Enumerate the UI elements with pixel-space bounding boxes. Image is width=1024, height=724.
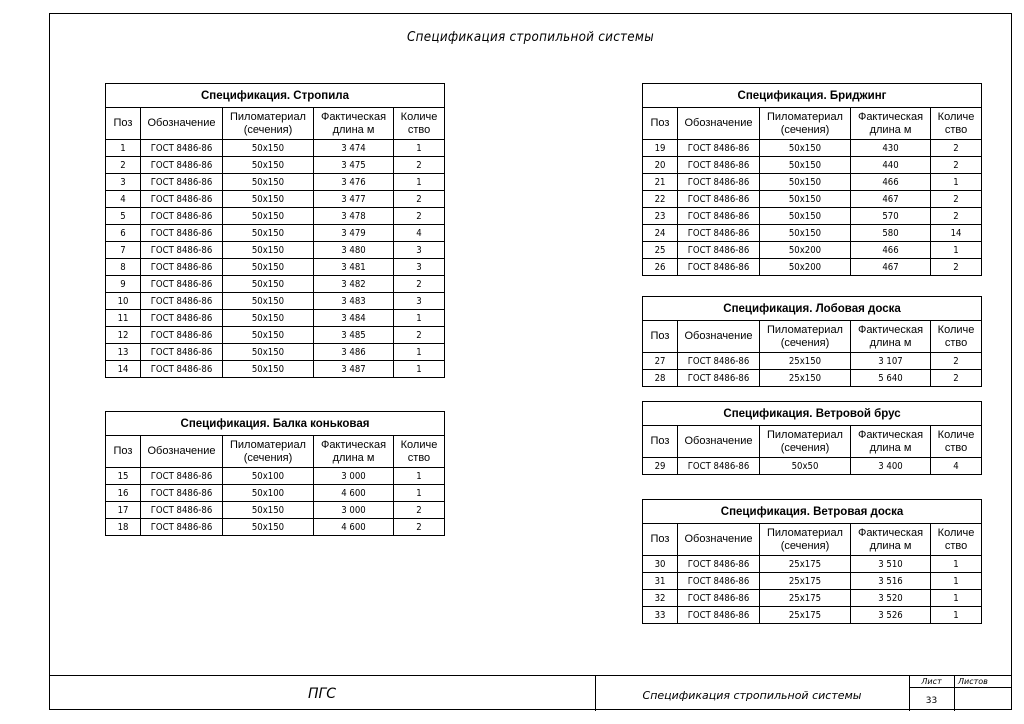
column-header: Обозначение	[141, 436, 223, 468]
table-row	[643, 607, 982, 624]
table-cell: 3 475	[314, 157, 394, 174]
table-cell: 8	[106, 259, 141, 276]
table-cell: 14	[931, 225, 982, 242]
table-row	[106, 225, 445, 242]
table-cell: 1	[394, 310, 445, 327]
table-cell: 50х150	[223, 344, 314, 361]
table-cell: 3 474	[314, 140, 394, 157]
table-cell: 3 487	[314, 361, 394, 378]
table-cell: 13	[106, 344, 141, 361]
table-cell: 6	[106, 225, 141, 242]
table-row	[106, 502, 445, 519]
column-header: Количе ство	[931, 321, 982, 353]
column-header: Количе ство	[394, 436, 445, 468]
table-cell: 22	[643, 191, 678, 208]
table-cell: 1	[394, 361, 445, 378]
column-header: Фактическая длина м	[851, 108, 931, 140]
table-cell: 9	[106, 276, 141, 293]
table-row	[643, 573, 982, 590]
table-row	[106, 191, 445, 208]
column-header: Пиломатериал (сечения)	[760, 108, 851, 140]
table-cell: 11	[106, 310, 141, 327]
table-cell: ГОСТ 8486-86	[141, 140, 223, 157]
table-cell: ГОСТ 8486-86	[141, 208, 223, 225]
table-cell: 50х150	[223, 502, 314, 519]
table-row	[643, 208, 982, 225]
table-cell: 2	[106, 157, 141, 174]
table-cell: 1	[931, 556, 982, 573]
table-cell: ГОСТ 8486-86	[678, 458, 760, 475]
column-header: Количе ство	[931, 426, 982, 458]
table-cell: 14	[106, 361, 141, 378]
table-cell: 27	[643, 353, 678, 370]
table-cell: ГОСТ 8486-86	[678, 140, 760, 157]
table-row	[643, 556, 982, 573]
column-header: Пиломатериал (сечения)	[760, 524, 851, 556]
table-row	[643, 259, 982, 276]
table-cell: 50х150	[223, 191, 314, 208]
table-cell: 21	[643, 174, 678, 191]
column-header: Поз	[106, 436, 141, 468]
table-cell: 28	[643, 370, 678, 387]
table-cell: 440	[851, 157, 931, 174]
table-row	[643, 191, 982, 208]
table-cell: 2	[394, 519, 445, 536]
table-cell: ГОСТ 8486-86	[141, 327, 223, 344]
table-cell: 1	[394, 344, 445, 361]
table-cell: 4	[931, 458, 982, 475]
table-row	[106, 327, 445, 344]
table-cell: 3 000	[314, 468, 394, 485]
table-cell: 2	[931, 157, 982, 174]
spec-table	[642, 83, 982, 276]
column-header: Количе ство	[931, 108, 982, 140]
table-row	[106, 242, 445, 259]
table-cell: 50х150	[223, 293, 314, 310]
table-cell: 32	[643, 590, 678, 607]
column-header: Обозначение	[678, 321, 760, 353]
table-row	[106, 361, 445, 378]
spec-table	[642, 296, 982, 387]
table-cell: 50х150	[223, 208, 314, 225]
column-header: Фактическая длина м	[851, 426, 931, 458]
table-cell: 50х150	[760, 225, 851, 242]
table-cell: 5	[106, 208, 141, 225]
table-cell: 3	[394, 242, 445, 259]
table-cell: 25х150	[760, 353, 851, 370]
column-header: Количе ство	[931, 524, 982, 556]
table-row	[106, 519, 445, 536]
table-cell: 50х150	[223, 174, 314, 191]
table-cell: 50х150	[223, 361, 314, 378]
table-cell: 10	[106, 293, 141, 310]
column-header: Поз	[643, 524, 678, 556]
table-cell: 50х150	[760, 140, 851, 157]
table-cell: 24	[643, 225, 678, 242]
table-cell: 15	[106, 468, 141, 485]
table-cell: ГОСТ 8486-86	[678, 556, 760, 573]
table-cell: ГОСТ 8486-86	[141, 310, 223, 327]
table-cell: 2	[931, 208, 982, 225]
table-cell: 25х150	[760, 370, 851, 387]
table-cell: 2	[394, 502, 445, 519]
table-cell: 25х175	[760, 556, 851, 573]
table-cell: ГОСТ 8486-86	[141, 468, 223, 485]
table-cell: ГОСТ 8486-86	[678, 191, 760, 208]
page-title: Спецификация стропильной системы	[407, 30, 654, 45]
table-title: Спецификация. Ветровая доска	[643, 500, 982, 524]
project-code: ПГС	[307, 686, 337, 702]
table-cell: 19	[643, 140, 678, 157]
table-cell: 1	[931, 174, 982, 191]
table-cell: ГОСТ 8486-86	[141, 293, 223, 310]
column-header: Пиломатериал (сечения)	[760, 426, 851, 458]
table-cell: 1	[394, 485, 445, 502]
table-cell: 50х150	[223, 259, 314, 276]
table-row	[106, 310, 445, 327]
table-cell: 50х150	[223, 519, 314, 536]
column-header: Поз	[643, 108, 678, 140]
table-cell: 18	[106, 519, 141, 536]
table-cell: 17	[106, 502, 141, 519]
table-cell: 1	[931, 573, 982, 590]
table-cell: ГОСТ 8486-86	[678, 174, 760, 191]
table-cell: ГОСТ 8486-86	[678, 208, 760, 225]
table-cell: 29	[643, 458, 678, 475]
table-row	[106, 276, 445, 293]
table-cell: 2	[394, 157, 445, 174]
table-cell: 25х175	[760, 607, 851, 624]
title-block-divider	[909, 687, 1012, 688]
table-cell: 1	[394, 140, 445, 157]
table-cell: 467	[851, 191, 931, 208]
table-cell: 3	[106, 174, 141, 191]
table-cell: 20	[643, 157, 678, 174]
table-cell: ГОСТ 8486-86	[678, 353, 760, 370]
column-header: Обозначение	[678, 524, 760, 556]
table-cell: 1	[394, 468, 445, 485]
table-cell: 50х150	[223, 276, 314, 293]
spec-table	[642, 499, 982, 624]
table-cell: 1	[106, 140, 141, 157]
table-cell: 26	[643, 259, 678, 276]
table-cell: 5 640	[851, 370, 931, 387]
table-cell: 2	[931, 191, 982, 208]
table-cell: 2	[931, 140, 982, 157]
table-cell: ГОСТ 8486-86	[141, 344, 223, 361]
table-cell: 50х200	[760, 242, 851, 259]
table-cell: 2	[931, 370, 982, 387]
table-cell: 50х150	[223, 242, 314, 259]
table-cell: 2	[394, 208, 445, 225]
table-title: Спецификация. Ветровой брус	[643, 402, 982, 426]
table-row	[643, 242, 982, 259]
table-cell: 4 600	[314, 485, 394, 502]
table-cell: 50х150	[223, 327, 314, 344]
table-cell: 2	[394, 276, 445, 293]
table-cell: 50х150	[760, 174, 851, 191]
table-cell: ГОСТ 8486-86	[678, 157, 760, 174]
table-cell: 1	[931, 607, 982, 624]
table-cell: ГОСТ 8486-86	[678, 370, 760, 387]
table-cell: 467	[851, 259, 931, 276]
sheets-label: Листов	[958, 677, 988, 686]
table-row	[106, 485, 445, 502]
table-cell: ГОСТ 8486-86	[141, 259, 223, 276]
table-row	[106, 259, 445, 276]
column-header: Фактическая длина м	[851, 524, 931, 556]
column-header: Пиломатериал (сечения)	[223, 108, 314, 140]
column-header: Количе ство	[394, 108, 445, 140]
table-cell: 3 482	[314, 276, 394, 293]
table-cell: 3 107	[851, 353, 931, 370]
table-cell: ГОСТ 8486-86	[141, 174, 223, 191]
table-cell: 2	[394, 191, 445, 208]
table-cell: ГОСТ 8486-86	[678, 607, 760, 624]
table-cell: ГОСТ 8486-86	[141, 519, 223, 536]
table-cell: ГОСТ 8486-86	[141, 276, 223, 293]
table-cell: 50х50	[760, 458, 851, 475]
table-title: Спецификация. Балка коньковая	[106, 412, 445, 436]
table-cell: 1	[394, 174, 445, 191]
column-header: Поз	[643, 321, 678, 353]
table-cell: 25х175	[760, 590, 851, 607]
table-cell: 31	[643, 573, 678, 590]
table-cell: 25х175	[760, 573, 851, 590]
table-cell: 50х150	[760, 191, 851, 208]
table-row	[643, 590, 982, 607]
table-row	[643, 458, 982, 475]
table-cell: 3 510	[851, 556, 931, 573]
column-header: Фактическая длина м	[314, 436, 394, 468]
table-cell: 50х150	[223, 157, 314, 174]
table-cell: 23	[643, 208, 678, 225]
table-row	[643, 157, 982, 174]
table-cell: 3 480	[314, 242, 394, 259]
table-cell: 3 486	[314, 344, 394, 361]
table-cell: 7	[106, 242, 141, 259]
table-cell: 1	[931, 590, 982, 607]
table-cell: 3 516	[851, 573, 931, 590]
table-cell: ГОСТ 8486-86	[678, 590, 760, 607]
table-cell: ГОСТ 8486-86	[141, 225, 223, 242]
table-row	[106, 344, 445, 361]
table-cell: 12	[106, 327, 141, 344]
table-cell: ГОСТ 8486-86	[141, 361, 223, 378]
table-cell: 50х150	[223, 140, 314, 157]
column-header: Пиломатериал (сечения)	[760, 321, 851, 353]
table-row	[643, 353, 982, 370]
table-cell: ГОСТ 8486-86	[678, 242, 760, 259]
table-row	[106, 208, 445, 225]
spec-table	[642, 401, 982, 475]
table-cell: 4	[394, 225, 445, 242]
column-header: Поз	[643, 426, 678, 458]
table-title: Спецификация. Лобовая доска	[643, 297, 982, 321]
table-cell: 33	[643, 607, 678, 624]
title-block	[49, 675, 1012, 710]
table-cell: ГОСТ 8486-86	[678, 225, 760, 242]
table-cell: 3 476	[314, 174, 394, 191]
table-cell: 3 400	[851, 458, 931, 475]
column-header: Обозначение	[678, 426, 760, 458]
table-cell: ГОСТ 8486-86	[141, 485, 223, 502]
table-cell: 570	[851, 208, 931, 225]
table-cell: 2	[394, 327, 445, 344]
column-header: Фактическая длина м	[851, 321, 931, 353]
table-row	[643, 174, 982, 191]
table-row	[643, 225, 982, 242]
table-cell: 50х150	[223, 225, 314, 242]
table-cell: 580	[851, 225, 931, 242]
table-cell: ГОСТ 8486-86	[141, 157, 223, 174]
table-row	[106, 157, 445, 174]
spec-table	[105, 411, 445, 536]
column-header: Обозначение	[678, 108, 760, 140]
column-header: Фактическая длина м	[314, 108, 394, 140]
table-row	[106, 293, 445, 310]
table-cell: 1	[931, 242, 982, 259]
table-cell: 50х100	[223, 468, 314, 485]
table-cell: 3 484	[314, 310, 394, 327]
sheet-number: 33	[925, 696, 938, 706]
table-cell: 3 478	[314, 208, 394, 225]
table-cell: 50х200	[760, 259, 851, 276]
column-header: Пиломатериал (сечения)	[223, 436, 314, 468]
table-cell: 466	[851, 242, 931, 259]
table-cell: ГОСТ 8486-86	[141, 502, 223, 519]
table-cell: ГОСТ 8486-86	[678, 259, 760, 276]
table-cell: ГОСТ 8486-86	[141, 191, 223, 208]
table-cell: 3 000	[314, 502, 394, 519]
table-row	[643, 140, 982, 157]
table-cell: 2	[931, 353, 982, 370]
table-cell: 50х100	[223, 485, 314, 502]
table-title: Спецификация. Стропила	[106, 84, 445, 108]
table-cell: 3 479	[314, 225, 394, 242]
table-cell: 16	[106, 485, 141, 502]
table-cell: 50х150	[760, 208, 851, 225]
table-cell: 30	[643, 556, 678, 573]
table-cell: 4	[106, 191, 141, 208]
table-row	[643, 370, 982, 387]
table-cell: 4 600	[314, 519, 394, 536]
sheet-label: Лист	[921, 677, 942, 686]
table-cell: 3 483	[314, 293, 394, 310]
table-cell: 3	[394, 293, 445, 310]
table-cell: 2	[931, 259, 982, 276]
table-cell: 466	[851, 174, 931, 191]
table-cell: 3 520	[851, 590, 931, 607]
table-row	[106, 174, 445, 191]
sheet-title: Спецификация стропильной системы	[642, 689, 862, 702]
table-row	[106, 140, 445, 157]
table-cell: 430	[851, 140, 931, 157]
spec-table	[105, 83, 445, 378]
column-header: Поз	[106, 108, 141, 140]
table-cell: ГОСТ 8486-86	[678, 573, 760, 590]
table-cell: 3 481	[314, 259, 394, 276]
table-row	[106, 468, 445, 485]
table-title: Спецификация. Бриджинг	[643, 84, 982, 108]
column-header: Обозначение	[141, 108, 223, 140]
table-cell: 50х150	[760, 157, 851, 174]
table-cell: 50х150	[223, 310, 314, 327]
table-cell: 3 526	[851, 607, 931, 624]
table-cell: 3	[394, 259, 445, 276]
table-cell: 3 477	[314, 191, 394, 208]
table-cell: 3 485	[314, 327, 394, 344]
table-cell: ГОСТ 8486-86	[141, 242, 223, 259]
table-cell: 25	[643, 242, 678, 259]
